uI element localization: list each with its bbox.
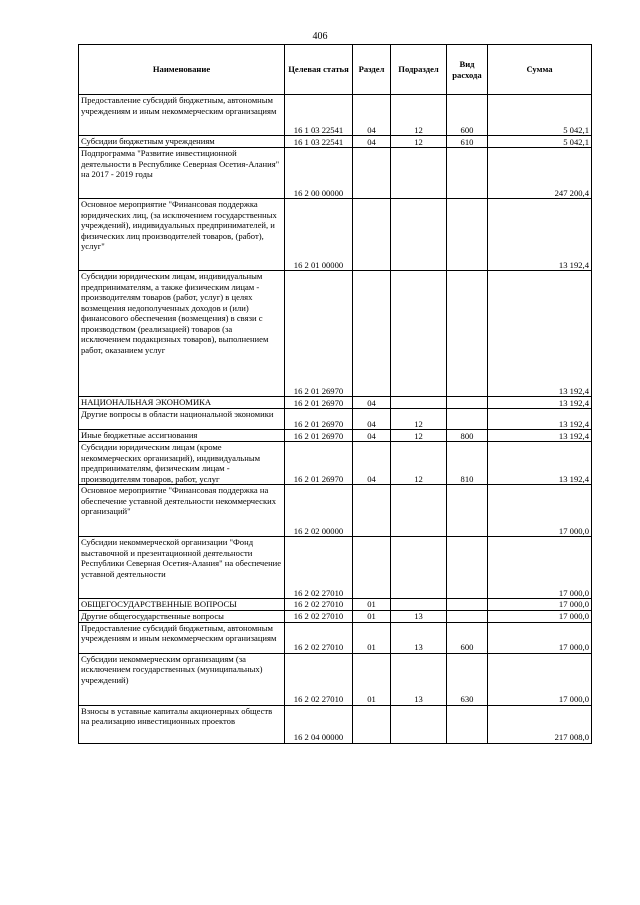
row-amount: 17 000,0 (488, 599, 592, 611)
row-subsection (391, 271, 447, 397)
row-target-code: 16 2 01 26970 (285, 430, 353, 442)
row-target-code: 16 2 02 00000 (285, 485, 353, 537)
row-amount: 13 192,4 (488, 199, 592, 271)
row-amount: 13 192,4 (488, 442, 592, 485)
row-section (353, 485, 391, 537)
row-amount: 17 000,0 (488, 653, 592, 705)
row-name: Предоставление субсидий бюджетным, автономным учреждениям и иным некоммерческим организациям (79, 622, 285, 653)
table-row (79, 148, 592, 199)
row-expense-type: 810 (447, 442, 488, 485)
row-name: Субсидии юридическим лицам (кроме некоммерческих организаций), индивидуальным предпринимателям, физическим лицам - производителям товаров, работ, услуг (79, 442, 285, 485)
row-name: Субсидии бюджетным учреждениям (79, 136, 285, 148)
row-amount: 247 200,4 (488, 148, 592, 199)
row-section (353, 199, 391, 271)
row-expense-type (447, 599, 488, 611)
table-row (79, 537, 592, 599)
header-section: Раздел (353, 45, 391, 95)
table-row (79, 622, 592, 653)
row-section: 01 (353, 610, 391, 622)
row-expense-type (447, 537, 488, 599)
row-name: Иные бюджетные ассигнования (79, 430, 285, 442)
row-expense-type (447, 397, 488, 409)
row-section: 01 (353, 622, 391, 653)
row-section: 04 (353, 136, 391, 148)
row-target-code: 16 2 02 27010 (285, 610, 353, 622)
row-expense-type (447, 271, 488, 397)
row-amount: 13 192,4 (488, 271, 592, 397)
row-expense-type: 610 (447, 136, 488, 148)
row-target-code: 16 2 01 26970 (285, 271, 353, 397)
budget-table (78, 44, 592, 744)
table-row (79, 397, 592, 409)
table-row (79, 409, 592, 430)
row-section: 01 (353, 599, 391, 611)
row-target-code: 16 1 03 22541 (285, 95, 353, 136)
row-name: ОБЩЕГОСУДАРСТВЕННЫЕ ВОПРОСЫ (79, 599, 285, 611)
row-name: Взносы в уставные капиталы акционерных обществ на реализацию инвестиционных проектов (79, 705, 285, 743)
row-amount: 13 192,4 (488, 397, 592, 409)
header-subsection: Подраздел (391, 45, 447, 95)
row-subsection (391, 537, 447, 599)
row-subsection: 12 (391, 430, 447, 442)
table-row (79, 430, 592, 442)
table-row (79, 271, 592, 397)
row-expense-type: 600 (447, 95, 488, 136)
row-subsection: 12 (391, 442, 447, 485)
row-section: 04 (353, 430, 391, 442)
row-name: Другие общегосударственные вопросы (79, 610, 285, 622)
row-name: Основное мероприятие "Финансовая поддержка юридических лиц, (за исключением государственных учреждений), индивидуальных предпринимателей, и физических лиц производителей товаров, (работ), услуг" (79, 199, 285, 271)
table-row (79, 199, 592, 271)
row-section: 04 (353, 409, 391, 430)
row-name: НАЦИОНАЛЬНАЯ ЭКОНОМИКА (79, 397, 285, 409)
row-section: 04 (353, 95, 391, 136)
row-subsection (391, 705, 447, 743)
row-target-code: 16 2 02 27010 (285, 653, 353, 705)
row-subsection: 12 (391, 409, 447, 430)
header-expense-type: Вид расхода (447, 45, 488, 95)
table-row (79, 485, 592, 537)
row-name: Субсидии некоммерческим организациям (за исключением государственных (муниципальных) учреждений) (79, 653, 285, 705)
row-expense-type (447, 485, 488, 537)
row-subsection: 12 (391, 95, 447, 136)
row-subsection (391, 599, 447, 611)
row-name: Субсидии некоммерческой организации "Фонд выставочной и презентационной деятельности Республики Северная Осетия-Алания" на обеспечение уставной деятельности (79, 537, 285, 599)
row-name: Основное мероприятие "Финансовая поддержка на обеспечение уставной деятельности некоммерческих организаций" (79, 485, 285, 537)
table-row (79, 610, 592, 622)
row-name: Другие вопросы в области национальной экономики (79, 409, 285, 430)
row-name: Субсидии юридическим лицам, индивидуальным предпринимателям, а также физическим лицам - производителям товаров (работ, услуг) в целях возмещения недополученных доходов и (или) финансового обеспечения (возмещения) в связи с производством (реализацией) товаров (за исключением подакцизных товаров), выполнением работ, оказанием услуг (79, 271, 285, 397)
row-subsection: 13 (391, 653, 447, 705)
row-amount: 217 008,0 (488, 705, 592, 743)
row-expense-type (447, 199, 488, 271)
row-amount: 17 000,0 (488, 610, 592, 622)
row-section (353, 148, 391, 199)
row-target-code: 16 2 00 00000 (285, 148, 353, 199)
row-section: 04 (353, 397, 391, 409)
table-row (79, 653, 592, 705)
row-expense-type: 600 (447, 622, 488, 653)
header-target: Целевая статья (285, 45, 353, 95)
row-amount: 13 192,4 (488, 430, 592, 442)
row-expense-type (447, 610, 488, 622)
table-row (79, 705, 592, 743)
row-amount: 17 000,0 (488, 537, 592, 599)
row-subsection: 12 (391, 136, 447, 148)
row-subsection (391, 485, 447, 537)
table-row (79, 95, 592, 136)
row-amount: 5 042,1 (488, 95, 592, 136)
row-target-code: 16 2 02 27010 (285, 622, 353, 653)
row-target-code: 16 2 01 26970 (285, 397, 353, 409)
page-number: 406 (312, 31, 328, 42)
row-target-code: 16 2 04 00000 (285, 705, 353, 743)
row-expense-type (447, 148, 488, 199)
table-row (79, 442, 592, 485)
row-target-code: 16 2 01 26970 (285, 409, 353, 430)
row-target-code: 16 2 02 27010 (285, 537, 353, 599)
row-amount: 17 000,0 (488, 622, 592, 653)
row-target-code: 16 1 03 22541 (285, 136, 353, 148)
row-section (353, 705, 391, 743)
row-expense-type: 800 (447, 430, 488, 442)
row-subsection (391, 148, 447, 199)
row-subsection: 13 (391, 610, 447, 622)
table-row (79, 599, 592, 611)
header-row (79, 45, 592, 95)
table-row (79, 136, 592, 148)
row-section: 04 (353, 442, 391, 485)
row-target-code: 16 2 01 00000 (285, 199, 353, 271)
row-expense-type (447, 409, 488, 430)
row-amount: 13 192,4 (488, 409, 592, 430)
row-target-code: 16 2 01 26970 (285, 442, 353, 485)
row-subsection (391, 397, 447, 409)
row-section (353, 271, 391, 397)
row-subsection: 13 (391, 622, 447, 653)
row-amount: 5 042,1 (488, 136, 592, 148)
header-amount: Сумма (488, 45, 592, 95)
row-section: 01 (353, 653, 391, 705)
row-target-code: 16 2 02 27010 (285, 599, 353, 611)
row-amount: 17 000,0 (488, 485, 592, 537)
row-name: Подпрограмма "Развитие инвестиционной деятельности в Республике Северная Осетия-Алания" на 2017 - 2019 годы (79, 148, 285, 199)
header-name: Наименование (79, 45, 285, 95)
row-name: Предоставление субсидий бюджетным, автономным учреждениям и иным некоммерческим организациям (79, 95, 285, 136)
row-section (353, 537, 391, 599)
row-subsection (391, 199, 447, 271)
row-expense-type: 630 (447, 653, 488, 705)
row-expense-type (447, 705, 488, 743)
